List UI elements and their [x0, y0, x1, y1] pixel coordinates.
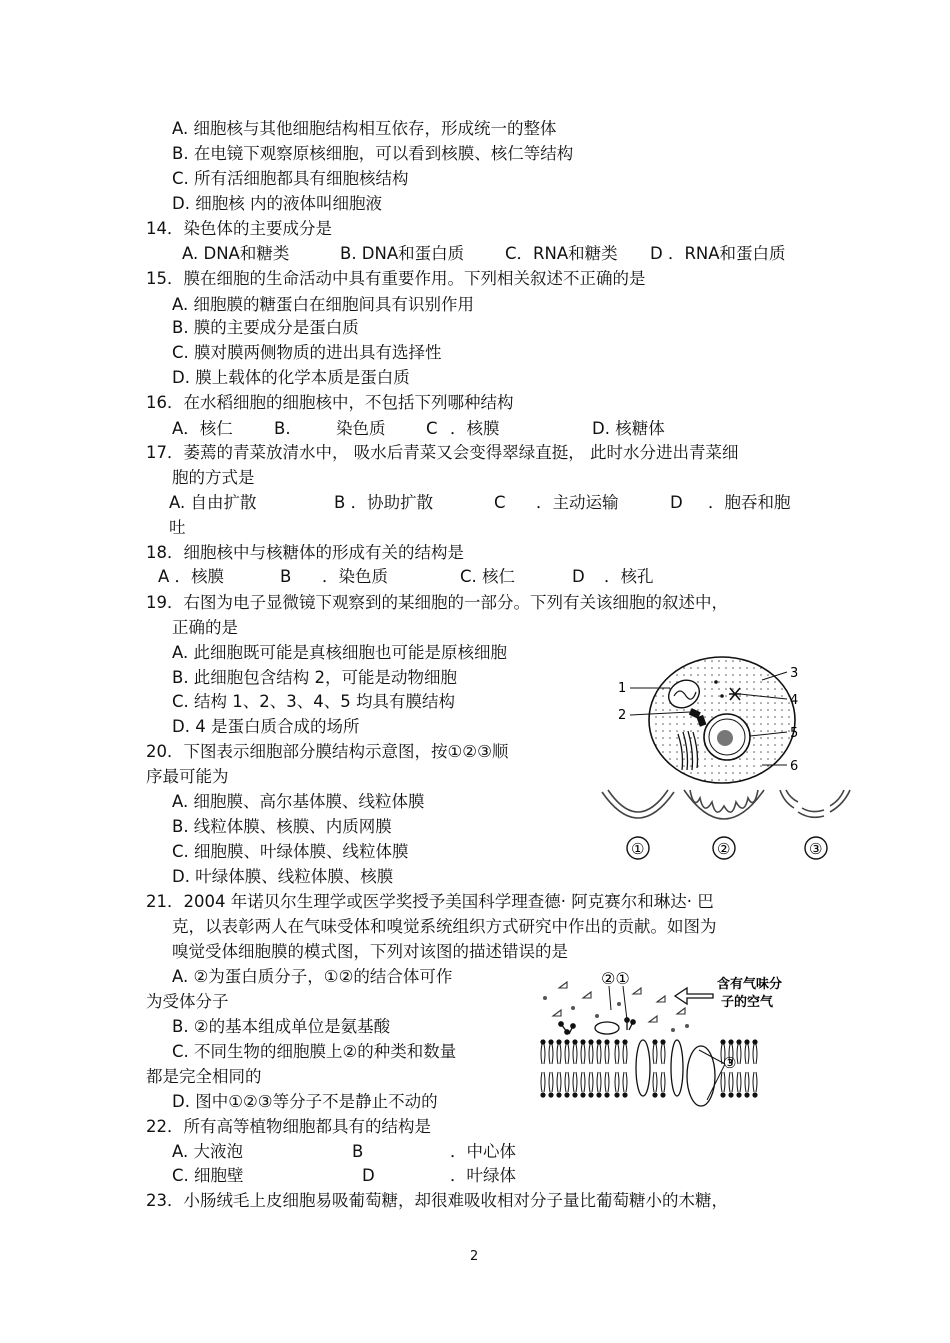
page-number: 2	[470, 1249, 479, 1264]
q14-option-b: B. DNA和蛋白质	[340, 244, 465, 263]
granule	[720, 694, 724, 698]
q16-option-c-letter: C	[426, 419, 438, 438]
structure-3-granule	[714, 680, 718, 684]
q14-option-c: C．RNA和糖类	[505, 244, 618, 263]
lipid-head	[752, 1039, 757, 1044]
q19-stem: 19．右图为电子显微镜下观察到的某细胞的一部分。下列有关该细胞的叙述中，	[146, 593, 728, 612]
lipid-head	[622, 1039, 627, 1044]
membrane-label-3: ③	[809, 840, 823, 858]
lipid-head	[548, 1039, 553, 1044]
transmembrane-protein-1	[636, 1040, 650, 1096]
q18-stem: 18．细胞核中与核糖体的形成有关的结构是	[146, 543, 464, 562]
q14-option-a: A. DNA和糖类	[182, 244, 290, 263]
q21-option-b: B. ②的基本组成单位是氨基酸	[172, 1017, 391, 1036]
q21-option-c: C. 不同生物的细胞膜上②的种类和数量	[172, 1042, 457, 1061]
q15-option-c: C. 膜对膜两侧物质的进出具有选择性	[172, 343, 442, 362]
q13-option-b: B. 在电镜下观察原核细胞，可以看到核膜、核仁等结构	[172, 144, 574, 163]
label-1: 1	[618, 681, 627, 696]
lipid-head	[580, 1092, 585, 1097]
membrane-2	[684, 790, 764, 819]
q21-stem-line2: 克，以表彰两人在气味受体和嗅觉系统组织方式研究中作出的贡献。如图为	[172, 917, 717, 936]
lipid-head	[556, 1092, 561, 1097]
lipid-head	[548, 1092, 553, 1097]
transmembrane-protein-3	[687, 1046, 715, 1106]
q15-option-b: B. 膜的主要成分是蛋白质	[172, 318, 359, 337]
q15-stem: 15．膜在细胞的生命活动中具有重要作用。下列相关叙述不正确的是	[146, 269, 646, 288]
lipid-head	[660, 1092, 665, 1097]
lipid-head	[652, 1039, 657, 1044]
q16-option-c-text: ．核膜	[450, 419, 500, 438]
q16-option-b-letter: B.	[274, 419, 291, 438]
lipid-head	[588, 1039, 593, 1044]
q20-stem-continued: 序最可能为	[146, 767, 229, 786]
q15-option-d: D. 膜上载体的化学本质是蛋白质	[172, 368, 410, 387]
lipid-head	[744, 1092, 749, 1097]
q22-option-a: A. 大液泡	[172, 1142, 243, 1161]
q17-option-d-letter: D	[670, 493, 683, 512]
q17-option-b: B ．协助扩散	[334, 493, 434, 512]
q14-option-d: D ．RNA和蛋白质	[650, 244, 786, 263]
q22-option-b-letter: B	[352, 1142, 364, 1161]
q22-option-d-text: ．叶绿体	[450, 1166, 516, 1185]
q21-option-a: A. ②为蛋白质分子，①②的结合体可作	[172, 967, 453, 986]
lipid-head	[728, 1092, 733, 1097]
q16-option-b-text: 染色质	[336, 419, 386, 438]
lipid-head	[652, 1092, 657, 1097]
lipid-head	[752, 1092, 757, 1097]
q21-stem-line3: 嗅觉受体细胞膜的模式图，下列对该图的描述错误的是	[172, 942, 568, 961]
q22-stem: 22．所有高等植物细胞都具有的结构是	[146, 1117, 431, 1136]
olfactory-membrane-diagram	[537, 964, 799, 1124]
q19-option-d: D. 4 是蛋白质合成的场所	[172, 717, 360, 736]
q18-option-a: A ．核膜	[158, 567, 225, 586]
q17-option-c-letter: C	[494, 493, 506, 512]
q18-option-b-text: ．染色质	[322, 567, 388, 586]
q17-option-c-text: ．主动运输	[536, 493, 619, 512]
fig-label-2-1: ②①	[601, 969, 630, 988]
lipid-head	[540, 1092, 545, 1097]
lipid-head	[604, 1092, 609, 1097]
q20-option-a: A. 细胞膜、高尔基体膜、线粒体膜	[172, 792, 425, 811]
transmembrane-protein-2	[671, 1040, 683, 1096]
q23-stem: 23．小肠绒毛上皮细胞易吸葡萄糖，却很难吸收相对分子量比葡萄糖小的木糖，	[146, 1191, 728, 1210]
surface-protein	[595, 1022, 619, 1034]
membrane-3	[780, 790, 850, 817]
cell-diagram	[612, 652, 812, 787]
label-5: 5	[790, 726, 799, 741]
lipid-head	[604, 1039, 609, 1044]
structure-5-nucleus	[704, 714, 750, 760]
lipid-head	[596, 1092, 601, 1097]
q20-option-d: D. 叶绿体膜、线粒体膜、核膜	[172, 867, 394, 886]
lipid-head	[614, 1092, 619, 1097]
q13-option-c: C. 所有活细胞都具有细胞核结构	[172, 169, 409, 188]
q22-option-b-text: ．中心体	[450, 1142, 516, 1161]
q17-option-d-text: ．胞吞和胞	[708, 493, 791, 512]
q18-option-b-letter: B	[280, 567, 292, 586]
lipid-head	[572, 1039, 577, 1044]
lipid-head	[622, 1092, 627, 1097]
q19-option-c: C. 结构 1、2、3、4、5 均具有膜结构	[172, 692, 455, 711]
q21-option-a-continued: 为受体分子	[146, 992, 229, 1011]
q17-option-a: A. 自由扩散	[169, 493, 257, 512]
q20-stem: 20．下图表示细胞部分膜结构示意图，按①②③顺	[146, 742, 509, 761]
q21-stem: 21．2004 年诺贝尔生理学或医学奖授予美国科学理查德· 阿克赛尔和琳达· 巴	[146, 892, 714, 911]
fig-label-3: ③	[723, 1054, 737, 1072]
q13-option-a: A. 细胞核与其他细胞结构相互依存，形成统一的整体	[172, 119, 557, 138]
q18-option-d-text: ．核孔	[604, 567, 654, 586]
lipid-head	[540, 1039, 545, 1044]
lipid-head	[660, 1039, 665, 1044]
lipid-head	[556, 1039, 561, 1044]
q17-option-d-continued: 吐	[169, 518, 186, 537]
label-6: 6	[790, 759, 799, 774]
air-label-line1: 含有气味分	[717, 977, 783, 992]
q19-stem-continued: 正确的是	[172, 618, 238, 637]
q16-option-a: A．核仁	[172, 419, 233, 438]
q17-stem-continued: 胞的方式是	[172, 468, 255, 487]
q14-stem: 14．染色体的主要成分是	[146, 219, 332, 238]
label-3: 3	[790, 666, 799, 681]
lipid-head	[588, 1092, 593, 1097]
lipid-head	[580, 1039, 585, 1044]
label-4: 4	[790, 693, 799, 708]
lipid-head	[720, 1092, 725, 1097]
q17-stem: 17．萎蔫的青菜放清水中， 吸水后青菜又会变得翠绿直挺， 此时水分进出青菜细	[146, 443, 739, 462]
q18-option-c: C. 核仁	[460, 567, 516, 586]
q18-option-d-letter: D	[572, 567, 585, 586]
q21-option-d: D. 图中①②③等分子不是静止不动的	[172, 1092, 438, 1111]
q19-option-b: B. 此细胞包含结构 2，可能是动物细胞	[172, 668, 458, 687]
q20-option-b: B. 线粒体膜、核膜、内质网膜	[172, 817, 392, 836]
q16-option-d: D. 核糖体	[592, 419, 665, 438]
membrane-1	[602, 790, 674, 818]
q15-option-a: A. 细胞膜的糖蛋白在细胞间具有识别作用	[172, 295, 474, 314]
q21-option-c-continued: 都是完全相同的	[146, 1067, 262, 1086]
air-label-line2: 子的空气	[721, 995, 774, 1010]
lipid-head	[744, 1039, 749, 1044]
lipid-head	[720, 1039, 725, 1044]
lipid-head	[728, 1039, 733, 1044]
q22-option-c: C. 细胞壁	[172, 1166, 244, 1185]
membrane-label-1: ①	[631, 840, 645, 858]
label-2: 2	[618, 708, 627, 723]
lipid-head	[614, 1039, 619, 1044]
q16-stem: 16．在水稻细胞的细胞核中，不包括下列哪种结构	[146, 393, 514, 412]
q19-option-a: A. 此细胞既可能是真核细胞也可能是原核细胞	[172, 643, 507, 662]
membrane-label-2: ②	[717, 840, 731, 858]
lipid-head	[564, 1092, 569, 1097]
lipid-head	[572, 1092, 577, 1097]
q22-option-d-letter: D	[362, 1166, 375, 1185]
lipid-head	[736, 1039, 741, 1044]
q20-option-c: C. 细胞膜、叶绿体膜、线粒体膜	[172, 842, 409, 861]
q13-option-d: D. 细胞核 内的液体叫细胞液	[172, 194, 382, 213]
lipid-head	[564, 1039, 569, 1044]
lipid-head	[736, 1092, 741, 1097]
lipid-head	[596, 1039, 601, 1044]
membrane-diagrams	[598, 784, 858, 866]
